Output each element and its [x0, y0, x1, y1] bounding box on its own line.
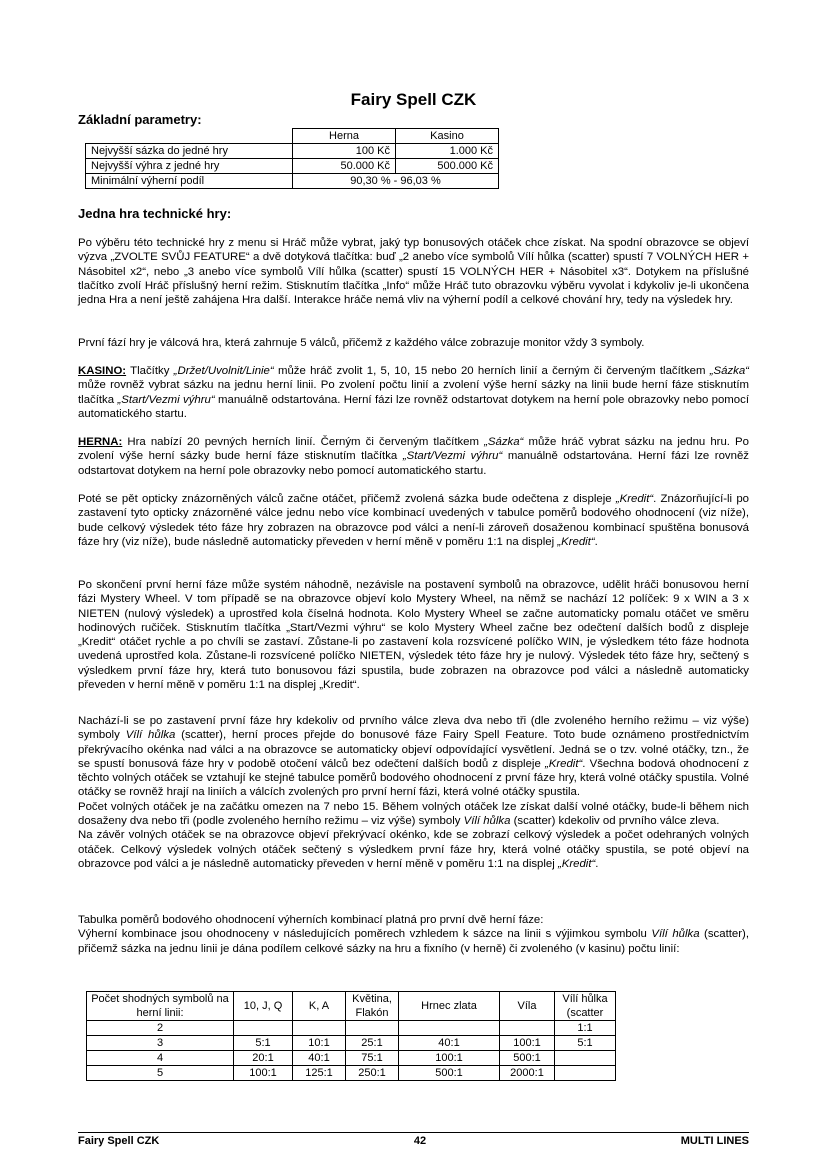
kasino-value: 500.000 Kč — [396, 159, 499, 174]
paragraph-intro: Po výběru této technické hry z menu si Hráč může vybrat, jaký typ bonusových otáček chce získat. Na spodní obrazovce se objeví výzva „ZVOLTE SVŮJ FEATURE“ a dvě dotyková tlačítka: buď „2 anebo více symbolů Vílí hůlka (scatter) spustí 7 VOLNÝCH HER + Násobitel x2“, nebo „3 anebo více symbolů Vílí hůlka (scatter) spustí 15 VOLNÝCH HER + Násobitel x3“. Dotykem na příslušné tlačítko zvolí Hráč příslušný herní režim. Stisknutím tlačítka „Info“ může Hráč tuto obrazovku výběru vyvolat i kdykoliv je-li ukončena jedna Hra a není ještě zahájena Hra další. Interakce hráče nemá vliv na výherní podíl a celkové chování hry, tedy na výsledek hry. — [78, 237, 749, 307]
table-cell: 500:1 — [399, 1066, 500, 1081]
header-cell: 10, J, Q — [234, 992, 293, 1021]
footer-title: Fairy Spell CZK — [78, 1135, 160, 1147]
table-cell: 100:1 — [500, 1036, 555, 1051]
table-cell: 10:1 — [293, 1036, 346, 1051]
table-cell: 2 — [87, 1021, 234, 1036]
table-cell: 25:1 — [346, 1036, 399, 1051]
page-footer — [78, 1132, 749, 1147]
kasino-value: 1.000 Kč — [396, 144, 499, 159]
table-cell — [293, 1021, 346, 1036]
table-cell: 250:1 — [346, 1066, 399, 1081]
table-row — [87, 1021, 616, 1036]
table-cell: 1:1 — [555, 1021, 616, 1036]
table-cell: 5:1 — [234, 1036, 293, 1051]
table-cell: 20:1 — [234, 1051, 293, 1066]
table-row — [87, 1036, 616, 1051]
table-cell: 100:1 — [234, 1066, 293, 1081]
paragraph-free-spins: Nachází-li se po zastavení první fáze hry kdekoliv od prvního válce zleva dva nebo tři (dle zvoleného herního režimu – viz výše) symboly Vílí hůlka (scatter), herní proces přejde do bonusové fáze Fairy Spell Feature. Toto bude oznámeno prostřednictvím překrývacího okénka nad válci a na obrazovce se automaticky objeví odpovídající vysvětlení. Jedná se o tzv. volné otáčky, tzn., že se spustí bonusová fáze hry v podobě otočení válců bez odečtení dalších bodů z displeje „Kredit“. Všechna bodová ohodnocení z těchto volných otáček se vztahují ke stejné tabulce poměrů bodového ohodnocení z první fáze hry, která volné otáčky spustila. Volné otáčky se rovněž hrají na liniích a válcích zvolených pro první herní fázi, která volné otáčky spustila. Počet volných otáček je na začátku omezen na 7 nebo 15. Během volných otáček lze získat další volné otáčky, bude-li během nich dosaženy dva nebo tři (podle zvoleného herního režimu – viz výše) symboly Vílí hůlka (scatter) kdekoliv od prvního válce zleva. Na závěr volných otáček se na obrazovce objeví překrývací okénko, kde se zobrazí celkový výsledek a počet odehraných volných otáček. Celkový výsledek volných otáček sečtený s výsledkem první fáze hry, která volné otáčky spustila, se poté objeví na obrazovce pod válci a je následně automaticky převeden v herní měně v poměru 1:1 na displej „Kredit“. — [78, 715, 749, 870]
table-cell: 100:1 — [399, 1051, 500, 1066]
table-row — [87, 1051, 616, 1066]
footer-section: MULTI LINES — [680, 1135, 749, 1147]
row-label: Minimální výherní podíl — [86, 174, 293, 189]
table-cell — [500, 1021, 555, 1036]
table-row — [86, 174, 499, 189]
table-cell: 2000:1 — [500, 1066, 555, 1081]
table-cell: 5 — [87, 1066, 234, 1081]
basic-params-table — [85, 128, 499, 189]
header-cell: Květina, Flakón — [346, 992, 399, 1021]
table-row — [86, 159, 499, 174]
payout-table — [86, 991, 616, 1081]
herna-value: 50.000 Kč — [293, 159, 396, 174]
herna-value: 100 Kč — [293, 144, 396, 159]
col-kasino: Kasino — [396, 129, 499, 144]
tech-heading: Jedna hra technické hry: — [78, 206, 232, 221]
paragraph-kasino: KASINO: Tlačítky „Držet/Uvolnit/Linie“ může hráč zvolit 1, 5, 10, 15 nebo 20 herních linií a černým či červeným tlačítkem „Sázka“ může rovněž vybrat sázku na jednu herní linii. Po zvolení počtu linií a zvolení výše herní sázky na linii bude herní fáze stisknutím tlačítka „Start/Vezmi výhru“ manuálně odstartována. Herní fázi lze rovněž odstartovat dotykem na herní pole obrazovky nebo pomocí automatického startu. — [78, 365, 749, 420]
table-row — [87, 1066, 616, 1081]
col-herna: Herna — [293, 129, 396, 144]
table-cell: 5:1 — [555, 1036, 616, 1051]
min-rtp-value: 90,30 % - 96,03 % — [293, 174, 499, 189]
row-label: Nejvyšší výhra z jedné hry — [86, 159, 293, 174]
header-cell: Počet shodných symbolů na herní linii: — [87, 992, 234, 1021]
header-cell: Vílí hůlka (scatter — [555, 992, 616, 1021]
page-number: 42 — [413, 1135, 427, 1147]
paragraph-spin: Poté se pět opticky znázorněných válců začne otáčet, přičemž zvolená sázka bude odečtena z displeje „Kredit“. Znázorňující-li po zastavení tyto opticky znázorněné válce jednu nebo více kombinací uvedených v tabulce poměrů bodového ohodnocení (viz níže), bude celkový výsledek této fáze hry zobrazen na obrazovce pod válci a není-li zároveň dosaženou kombinací spuštěna bonusová fáze hry (viz níže), bude následně automaticky převeden v herní měně v poměru 1:1 na displej „Kredit“. — [78, 493, 749, 548]
header-cell: K, A — [293, 992, 346, 1021]
table-cell — [346, 1021, 399, 1036]
basic-params-heading: Základní parametry: — [78, 112, 202, 127]
table-cell: 40:1 — [399, 1036, 500, 1051]
row-label: Nejvyšší sázka do jedné hry — [86, 144, 293, 159]
table-cell: 75:1 — [346, 1051, 399, 1066]
table-cell: 4 — [87, 1051, 234, 1066]
payout-header-row — [87, 992, 616, 1021]
table-cell — [555, 1066, 616, 1081]
table-cell: 500:1 — [500, 1051, 555, 1066]
paragraph-reels: První fází hry je válcová hra, která zahrnuje 5 válců, přičemž z každého válce zobrazuje monitor vždy 3 symboly. — [78, 337, 645, 349]
header-cell: Hrnec zlata — [399, 992, 500, 1021]
table-cell: 40:1 — [293, 1051, 346, 1066]
table-cell: 125:1 — [293, 1066, 346, 1081]
table-cell: 3 — [87, 1036, 234, 1051]
table-cell — [555, 1051, 616, 1066]
table-row — [86, 144, 499, 159]
paragraph-payout-intro: Tabulka poměrů bodového ohodnocení výherních kombinací platná pro první dvě herní fáze: Výherní kombinace jsou ohodnoceny v následujících poměrech vzhledem k sázce na linii s výjimkou symbolu Vílí hůlka (scatter), přičemž sázka na jednu linii je dána podílem celkové sázky na hru a fixního (v herně) či zvoleného (v kasinu) počtu linií: — [78, 914, 749, 955]
table-cell — [399, 1021, 500, 1036]
header-cell: Víla — [500, 992, 555, 1021]
paragraph-mystery-wheel: Po skončení první herní fáze může systém náhodně, nezávisle na postavení symbolů na obrazovce, udělit hráči bonusovou herní fázi Mystery Wheel. V tom případě se na obrazovce objeví kolo Mystery Wheel, na němž se nachází 12 políček: 9 x WIN a 3 x NIETEN (nulový výsledek) a uprostřed kola číselná hodnota. Kolo Mystery Wheel se začne automaticky pomalu otáčet ve směru hodinových ručiček. Stisknutím tlačítka „Start/Vezmi výhru“ se kolo Mystery Wheel začne bez odečtení dalších bodů z displeje „Kredit“ otáčet rychle a po chvíli se zastaví. Zůstane-li po zastavení kola rozsvícené políčko WIN, je výsledkem této fáze hodnota uvedená uprostřed kola. Zůstane-li rozsvícené políčko NIETEN, výsledek této fáze hry je nulový. Výsledek této fáze hry, sečtený s výsledkem první fáze hry, která tuto bonusovou fázi spustila, bude zobrazen na obrazovce pod válci a následně automaticky převeden v herní měně v poměru 1:1 na displej „Kredit“. — [78, 579, 749, 692]
table-cell — [234, 1021, 293, 1036]
page-title: Fairy Spell CZK — [350, 90, 477, 109]
paragraph-herna: HERNA: Hra nabízí 20 pevných herních linií. Černým či červeným tlačítkem „Sázka“ může hráč vybrat sázku na jednu hru. Po zvolení výše herní sázky bude herní fáze stisknutím tlačítka „Start/Vezmi výhru“ manuálně odstartována. Herní fázi lze rovněž odstartovat dotykem na herní pole obrazovky nebo pomocí automatického startu. — [78, 436, 749, 477]
